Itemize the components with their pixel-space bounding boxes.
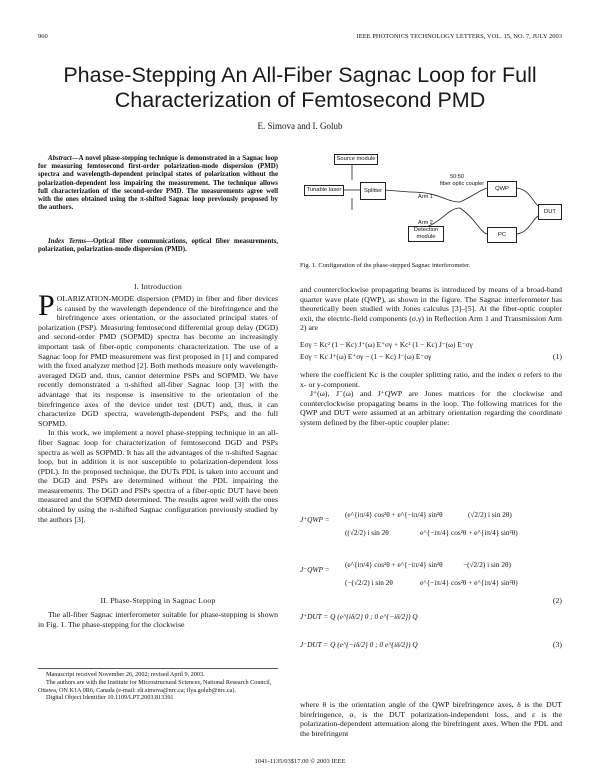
footnotes [38,671,278,702]
equation-2-matrix-a-r1c1: (e^{iπ/4} cos²θ + e^{−iπ/4} sin²θ [345,510,443,519]
abstract-text: A novel phase-stepping technique is demonstrated in a Sagnac loop for measuring femtosecond first-order polarization-mode dispersion (PMD) spectra and wavelength-dependent principal states of polarization without the polarization-dependent loss impairing the measurement. The technique allows full characterization of the second-order PMD. The measurements agree well with the ones obtained using the π-shifted Sagnac loop previously proposed by the authors. [38,155,278,212]
coupler-label: 50:50 [450,174,464,180]
splitter-box: Splitter [360,182,386,200]
fig-path-coupler-qwp [460,188,487,202]
index-terms-label: Index Terms— [48,238,93,245]
equation-3-line-1: J⁺DUT = Q (e^{iδ/2} 0 ; 0 e^{−iδ/2}) Q [300,612,418,621]
arm-1-label: Arm 1 [418,194,433,200]
footnote-rule [38,668,278,669]
authors: E. Simova and I. Golub [257,121,343,131]
equation-1-number: (1) [552,352,562,361]
title-line-2: Characterization of Femtosecond PMD [114,88,486,112]
equation-3-number: (3) [552,640,562,649]
equation-2-number: (2) [552,596,562,605]
qwp-box: QWP [487,181,517,197]
fig-line-splitter-arm1 [384,190,410,192]
fig-path-pc-dut [515,216,538,234]
equation-2-label-a: J⁺QWP = [300,515,330,524]
source-module-box: Source module [334,154,378,165]
section-2-heading: II. Phase-Stepping in Sagnac Loop [100,596,216,605]
equation-1-line-2: Eσγ = Kc J⁺(ω) E⁺σγ − (1 − Kc) J⁻(ω) E⁻σγ [300,352,432,361]
section-2-body [38,610,278,629]
drop-cap: P [38,289,55,322]
paper-title [0,63,600,113]
footnote-doi: Digital Object Identifier 10.1109/LPT.2003.813391 [46,694,174,702]
figure-1-lines [300,150,562,262]
pc-box: PC [487,227,517,243]
abstract-label: Abstract— [48,155,79,162]
copyright-footer: 1041-1135/03$17.00 © 2003 IEEE [254,758,346,765]
footnote-received: Manuscript received November 26, 2002; revised April 9, 2003. [46,671,205,678]
section-1-heading: I. Introduction [133,282,183,291]
title-line-1: Phase-Stepping An All-Fiber Sagnac Loop for Full [63,63,537,87]
journal-header: IEEE PHOTONICS TECHNOLOGY LETTERS, VOL. 15, NO. 7, JULY 2003 [356,33,562,40]
right-paragraph-4: where θ is the orientation angle of the QWP birefringence axes, δ is the DUT birefringence, α₁ is the DUT polarization-independent loss, and ε is the polarization-dependent attenuation along the birefringent axes. When the PDL and the birefringent [300,700,562,738]
section-1-body [38,289,278,524]
tunable-laser-box: Tunable laser [304,185,344,196]
arm-2-label: Arm 2 [418,220,433,226]
equation-2-matrix-a-r1c2: (√2/2) i sin 2θ) [468,510,512,519]
equation-2-matrix-b-r2c2: e^{−iπ/4} cos²θ + e^{iπ/4} sin²θ) [420,578,518,587]
fig-path-coupler-pc [460,208,487,234]
coupler-sublabel: fiber optic coupler [440,181,485,187]
figure-caption: Fig. 1. Configuration of the phase-stepped Sagnac interferometer. [300,262,471,269]
detection-module-box: Detection module [408,226,444,242]
section-1-paragraph-1: POLARIZATION-MODE dispersion (PMD) in fiber and fiber devices is caused by the wavelength dependence of the birefringence and the birefringence axes orientation, or the associated principal states of polarization (PSP). Measuring femtosecond differential group delay (DGD) and second-order PMD (SOPMD) spectra has become an increasingly important task of fiber-optic components characterization. The use of a Sagnac loop for PMD measurement was first proposed in [1] and compared with the fixed analyzer method [2]. Both methods measure only wavelength-averaged DGD and, thus, cannot determine PSPs and SOPMD. We have recently demonstrated a π-shifted all-fiber Sagnac loop [3] with the advantage that its response is insensitive to the orientation of the birefringence axes of the device under test (DUT) and, thus, it can characterize DGD spectra, wavelength-dependent PSPs, and the full SOPMD. [38,289,278,428]
equation-2-matrix-b-r1c1: (e^{iπ/4} cos²θ + e^{−iπ/4} sin²θ [345,560,443,569]
section-2-paragraph-1: The all-fiber Sagnac interferometer suitable for phase-stepping is shown in Fig. 1. The phase-stepping for the clockwise [38,610,278,629]
right-paragraph-3: J⁺(ω), J⁻(ω) and J⁺QWP are Jones matrices for the clockwise and counterclockwise propagating beams in the loop. The following matrices for the QWP and DUT were assumed at an arbitrary orientation regarding the coordinate system defined by the fiber-optic coupler plane: [300,389,562,427]
figure-1 [300,150,562,262]
fig-path-qwp-dut [515,188,538,206]
abstract [38,155,278,212]
equation-2-matrix-b-r1c2: −(√2/2) i sin 2θ) [463,560,511,569]
right-paragraph-2: where the coefficient Kc is the coupler splitting ratio, and the index σ refers to the x- or y-component. J⁺(ω), J⁻(ω) and J⁺QWP are Jones matrices for the clockwise and counterclockwise propagating beams in the loop. The following matrices for the QWP and DUT were assumed at an arbitrary orientation regarding the coordinate system defined by the fiber-optic coupler plane: [300,370,562,427]
page-number: 960 [38,33,48,40]
index-terms [38,238,278,254]
equation-2-matrix-a-r2c1: ((√2/2) i sin 2θ [345,528,389,537]
equation-2-matrix-b-r2c1: (−(√2/2) i sin 2θ [345,578,393,587]
equation-3-line-2: J⁻DUT = Q (e^{−iδ/2} 0 ; 0 e^{iδ/2}) Q [300,640,418,649]
equation-1-line-1: Eσγ = Kc² (1 − Kc) J⁺(ω) E⁺σγ + Kc² (1 − Kc) J⁻(ω) E⁻σγ [300,340,473,349]
dut-box: DUT [538,204,562,220]
footnote-affiliation: The authors are with the Institute for Microstructural Sciences, National Research Council, Ottawa, ON K1A 0R6, Canada (e-mail: eli.simova@nrc.ca; ilya.golub@nrc.ca). [38,678,272,694]
equation-2-label-b: J⁻QWP = [300,565,330,574]
equation-2-matrix-a-r2c2: e^{−iπ/4} cos²θ + e^{iπ/4} sin²θ) [420,528,518,537]
right-paragraph-1: and counterclockwise propagating beams is introduced by means of a broad-band quarter wave plate (QWP), as shown in the figure. The Sagnac interferometer has theoretically been studied with Jones calculus [3]–[5]. At the fiber-optic coupler exit, the electric-field components (σ,γ) in Reflection Arm 1 and Transmission Arm 2) are [300,285,562,333]
index-terms-text: Optical fiber communications, optical fiber measurements, polarization, polarization-mode dispersion (PMD). [38,238,278,254]
section-1-paragraph-2: In this work, we implement a novel phase-stepping technique in an all-fiber Sagnac loop for characterization of femtosecond DGD and PSPs spectra as well as SOPMD. It has all the advantages of the π-shifted Sagnac loop, but in addition it is not susceptible to polarization-dependent loss (PDL). In the proposed technique, the DUTs PDL is taken into account and the DGD and PSPs are determined without the PDL impairing the measurements. The DGD and PSPs spectra of a fiber-optic DUT have been measured and the SOPMD determined. The results agree well with the ones obtained by using the π-shifted Sagnac configuration previously studied by the authors [3]. [38,428,278,524]
